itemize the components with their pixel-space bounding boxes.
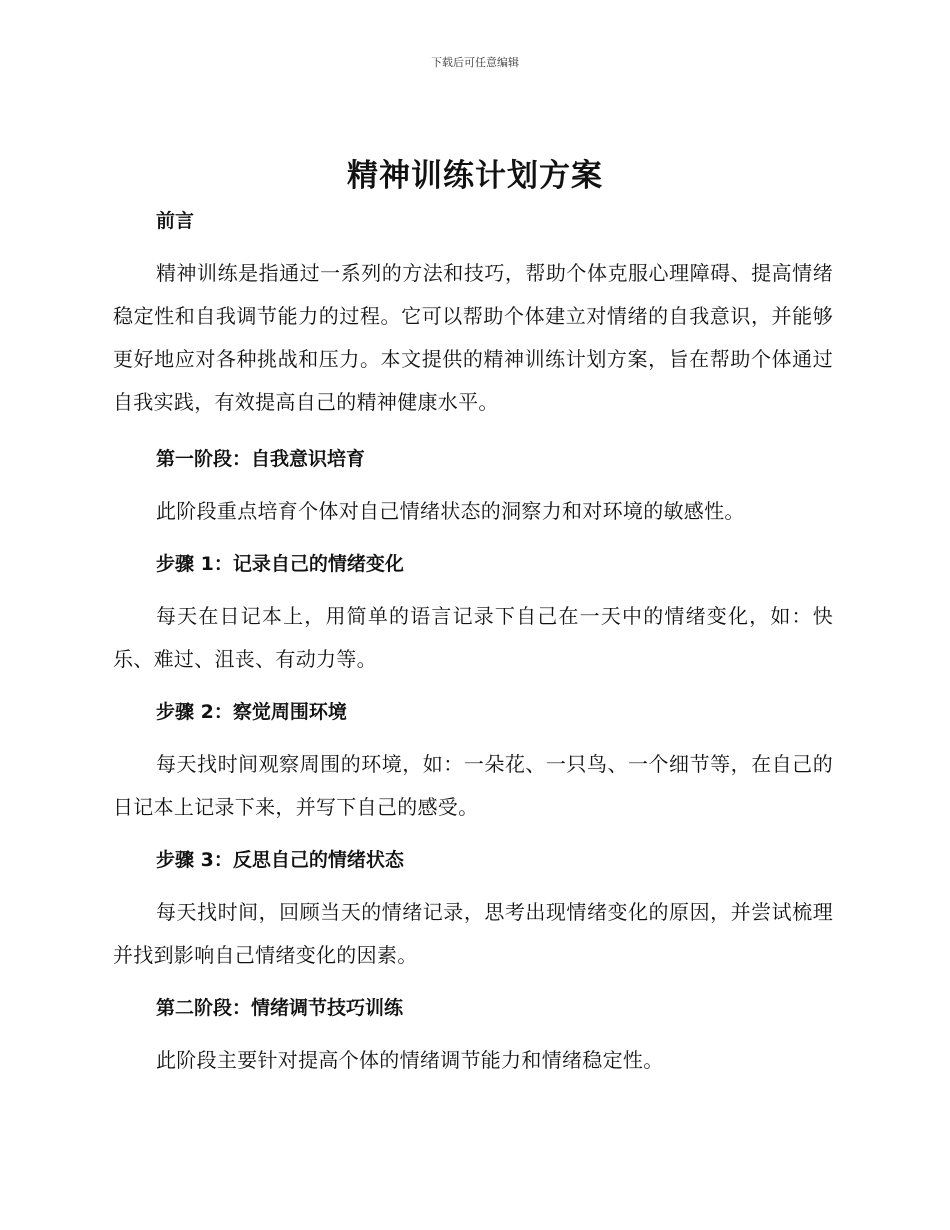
step-heading-2: 步骤 2：察觉周围环境 [156, 701, 347, 723]
document-title: 精神训练计划方案 [347, 158, 603, 194]
paragraph-step2: 每天找时间观察周围的环境，如：一朵花、一只鸟、一个细节等，在自己的日记本上记录下来，并写下自己的感受。 [113, 752, 833, 819]
step-heading-3: 步骤 3：反思自己的情绪状态 [156, 849, 404, 871]
section-heading-stage1: 第一阶段：自我意识培育 [156, 448, 366, 470]
paragraph-preface: 精神训练是指通过一系列的方法和技巧，帮助个体克服心理障碍、提高情绪稳定性和自我调节能力的过程。它可以帮助个体建立对情绪的自我意识，并能够更好地应对各种挑战和压力。本文提供的精神训练计划方案，旨在帮助个体通过自我实践，有效提高自己的精神健康水平。 [113, 261, 833, 414]
paragraph-step1: 每天在日记本上，用简单的语言记录下自己在一天中的情绪变化，如：快乐、难过、沮丧、有动力等。 [113, 604, 833, 671]
step-heading-1: 步骤 1：记录自己的情绪变化 [156, 553, 404, 575]
header-note: 下载后可任意编辑 [431, 56, 519, 69]
paragraph-stage2: 此阶段主要针对提高个体的情绪调节能力和情绪稳定性。 [156, 1048, 664, 1072]
paragraph-step3: 每天找时间，回顾当天的情绪记录，思考出现情绪变化的原因，并尝试梳理并找到影响自己情绪变化的因素。 [113, 900, 833, 967]
document-body [113, 200, 833, 1082]
paragraph-stage1: 此阶段重点培育个体对自己情绪状态的洞察力和对环境的敏感性。 [156, 499, 745, 523]
section-heading-preface: 前言 [156, 210, 195, 232]
section-heading-stage2: 第二阶段：情绪调节技巧训练 [156, 997, 404, 1019]
